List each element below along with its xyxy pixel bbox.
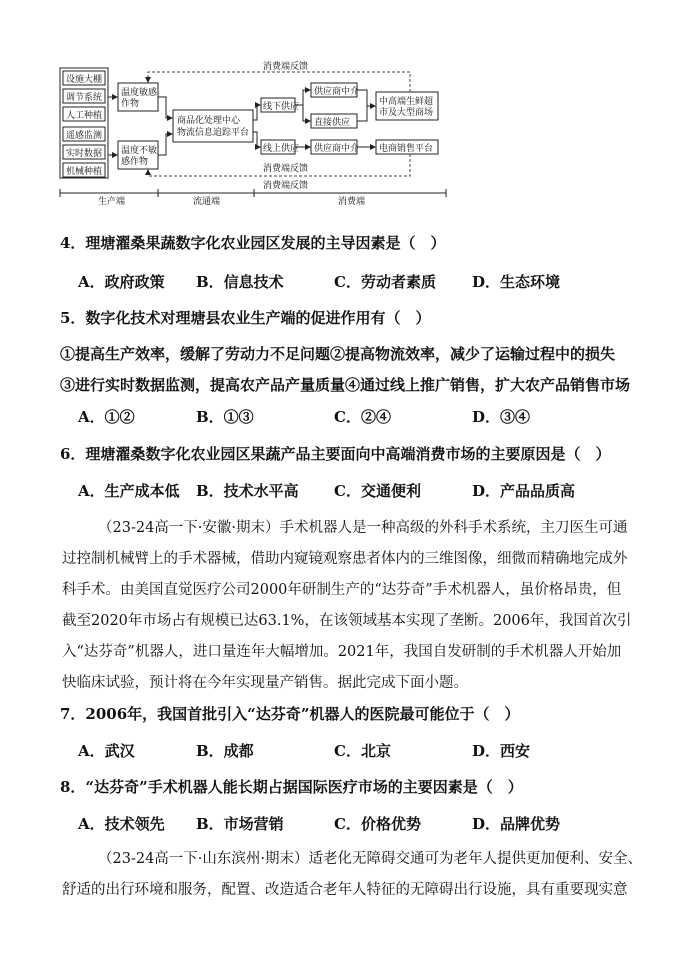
- passage-2-line-1: （23-24高一下·山东滨州·期末）适老化无障碍交通可为老年人提供更加便利、安全、: [98, 851, 643, 867]
- question-6-option-c[interactable]: C．交通便利: [334, 482, 421, 500]
- question-5-statements-2: ③进行实时数据监测，提高农产品产量质量④通过线上推广销售，扩大农产品销售市场: [60, 376, 631, 394]
- passage-1-line-1: （23-24高一下·安徽·期末）手术机器人是一种高级的外科手术系统，主刀医生可通: [98, 520, 628, 536]
- feedback-top-label: 消费端反馈: [263, 62, 309, 72]
- question-5-option-c[interactable]: C．②④: [334, 408, 391, 426]
- question-5-option-a[interactable]: A．①②: [78, 408, 135, 426]
- direct-supply-label: 直接供应: [314, 118, 351, 128]
- online-supply-label: 线上供应: [263, 144, 300, 154]
- stage-consumption-label: 消费端: [338, 197, 366, 207]
- left-box-3-label: 人工种植: [66, 111, 103, 121]
- question-6-option-d[interactable]: D．产品品质高: [472, 482, 576, 500]
- supply-chain-diagram: [58, 58, 458, 208]
- question-8-option-c[interactable]: C．价格优势: [334, 815, 421, 833]
- center-platform-label-1: 商品化处理中心: [177, 116, 241, 126]
- question-7-option-a[interactable]: A．武汉: [78, 742, 135, 760]
- left-box-2-label: 调节系统: [66, 93, 103, 103]
- question-7-option-b[interactable]: B．成都: [196, 742, 254, 760]
- question-5-option-b[interactable]: B．①③: [196, 408, 254, 426]
- insensitive-crop-label-2: 感作物: [121, 157, 149, 167]
- feedback-mid-label: 消费端反馈: [263, 164, 309, 174]
- passage-1-line-6: 快临床试验，预计将在今年实现量产销售。据此完成下面小题。: [62, 675, 468, 691]
- question-4-option-a[interactable]: A．政府政策: [78, 273, 165, 291]
- question-8-stem: 8．“达芬奇”手术机器人能长期占据国际医疗市场的主要因素是（ ）: [60, 778, 523, 796]
- left-box-5-label: 实时数据: [66, 149, 103, 159]
- passage-1-line-2: 过控制机械臂上的手术器械，借助内窥镜观察患者体内的三维图像，细微而精确地完成外: [62, 551, 628, 567]
- left-box-6-label: 机械种植: [66, 167, 103, 177]
- question-8-option-d[interactable]: D．品牌优势: [472, 815, 561, 833]
- question-4-option-d[interactable]: D．生态环境: [472, 273, 561, 291]
- ecommerce-label: 电商销售平台: [379, 144, 434, 154]
- center-platform-label-2: 物流信息追踪平台: [177, 128, 250, 138]
- sensitive-crop-label-2: 作物: [121, 99, 140, 109]
- question-5-option-d[interactable]: D．③④: [472, 408, 531, 426]
- question-5-statements-1: ①提高生产效率，缓解了劳动力不足问题②提高物流效率，减少了运输过程中的损失: [60, 345, 616, 363]
- question-6-stem: 6．理塘濯桑数字化农业园区果蔬产品主要面向中高端消费市场的主要原因是（ ）: [60, 445, 611, 463]
- sensitive-crop-label-1: 温度敏感: [121, 88, 158, 98]
- market-label-1: 中高端生鲜超: [379, 97, 434, 107]
- stage-production-label: 生产端: [98, 197, 126, 207]
- left-box-4-label: 遥感监测: [66, 131, 103, 141]
- question-8-option-a[interactable]: A．技术领先: [78, 815, 165, 833]
- question-7-option-c[interactable]: C．北京: [334, 742, 391, 760]
- question-6-option-b[interactable]: B．技术水平高: [196, 482, 299, 500]
- passage-1-line-5: 入“达芬奇”机器人，进口量连年大幅增加。2021年，我国自发研制的手术机器人开始加: [62, 644, 622, 660]
- question-4-option-c[interactable]: C．劳动者素质: [334, 273, 436, 291]
- passage-1-line-4: 截至2020年市场占有规模已达63.1%，在该领域基本实现了垄断。2006年，我国首次引: [62, 613, 632, 629]
- question-7-option-d[interactable]: D．西安: [472, 742, 531, 760]
- left-box-1-label: 设施大棚: [66, 75, 103, 85]
- offline-supply-label: 线下供应: [263, 102, 300, 112]
- question-6-option-a[interactable]: A．生产成本低: [78, 482, 180, 500]
- feedback-bottom-label: 消费端反馈: [263, 181, 309, 191]
- question-7-stem: 7．2006年，我国首批引入“达芬奇”机器人的医院最可能位于（ ）: [60, 705, 520, 723]
- question-4-stem: 4．理塘濯桑果蔬数字化农业园区发展的主导因素是（ ）: [60, 234, 446, 252]
- insensitive-crop-label-1: 温度不敏: [121, 146, 158, 156]
- stage-circulation-label: 流通端: [193, 197, 221, 207]
- supplier-top-label: 供应商中介: [314, 87, 360, 97]
- passage-1-line-3: 科手术。由美国直觉医疗公司2000年研制生产的“达芬奇”手术机器人，虽价格昂贵，但: [62, 582, 622, 598]
- market-label-2: 市及大型商场: [379, 108, 434, 118]
- question-4-option-b[interactable]: B．信息技术: [196, 273, 284, 291]
- question-5-stem: 5．数字化技术对理塘县农业生产端的促进作用有（ ）: [60, 309, 431, 327]
- passage-2-line-2: 舒适的出行环境和服务，配置、改造适合老年人特征的无障碍出行设施，具有重要现实意: [62, 882, 628, 898]
- question-8-option-b[interactable]: B．市场营销: [196, 815, 284, 833]
- supplier-bottom-label: 供应商中介: [314, 144, 360, 154]
